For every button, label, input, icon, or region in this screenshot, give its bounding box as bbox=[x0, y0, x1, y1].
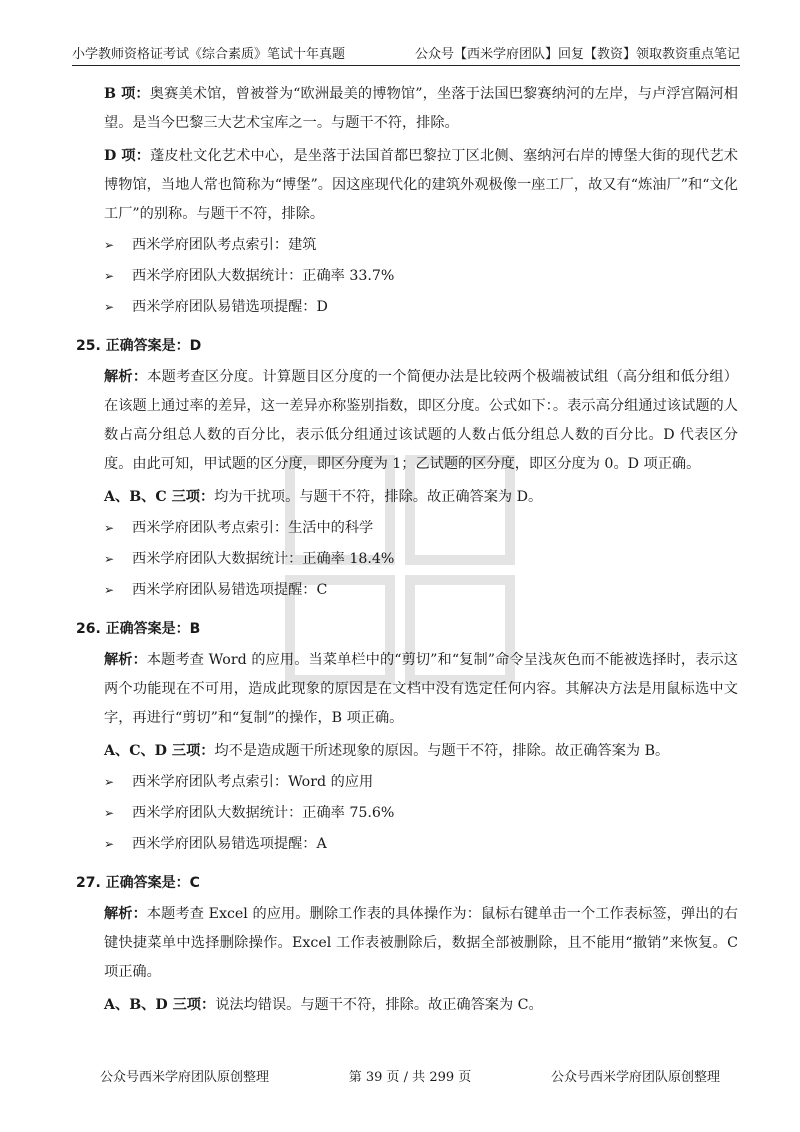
q25-bullet-index-text: 西米学府团队考点索引：生活中的科学 bbox=[132, 520, 374, 536]
option-d-paragraph bbox=[104, 142, 738, 229]
footer-left: 公众号西米学府团队原创整理 bbox=[100, 1070, 270, 1085]
q26-bullet-stats bbox=[104, 799, 738, 828]
q25-bullet-error-text: 西米学府团队易错选项提醒：C bbox=[132, 582, 328, 598]
q24-bullet-index bbox=[104, 231, 738, 260]
q25-other-text: 均为干扰项。与题干不符，排除。故正确答案为 D。 bbox=[214, 489, 543, 505]
document-body bbox=[76, 80, 738, 1020]
q27-other-text: 说法均错误。与题干不符，排除。故正确答案为 C。 bbox=[215, 997, 543, 1013]
option-d-text: 蓬皮杜文化艺术中心，是坐落于法国首都巴黎拉丁区北侧、塞纳河右岸的博堡大街的现代艺术博物馆，当地人常也简称为“博堡”。因这座现代化的建筑外观极像一座工厂，故又有“炼油厂”和“文化工厂”的别称。与题干不符，排除。 bbox=[104, 148, 738, 222]
q26-analysis bbox=[104, 646, 738, 733]
q25-analysis-lead: 解析： bbox=[104, 369, 148, 385]
q24-bullet-index-text: 西米学府团队考点索引：建筑 bbox=[132, 237, 317, 253]
option-b-lead: B 项： bbox=[104, 86, 150, 102]
q25-other-options bbox=[104, 483, 738, 512]
q26-other-text: 均不是造成题干所述现象的原因。与题干不符，排除。故正确答案为 B。 bbox=[214, 743, 670, 759]
arrow-bullet-icon: ➢ bbox=[104, 552, 115, 566]
q25-bullet-stats-text: 西米学府团队大数据统计：正确率 18.4% bbox=[132, 551, 395, 567]
arrow-bullet-icon: ➢ bbox=[104, 521, 115, 535]
q26-answer-heading: 26. 正确答案是：B bbox=[76, 621, 201, 637]
option-b-text: 奥赛美术馆，曾被誉为“欧洲最美的博物馆”，坐落于法国巴黎赛纳河的左岸，与卢浮宫隔河相望。是当今巴黎三大艺术宝库之一。与题干不符，排除。 bbox=[104, 86, 738, 131]
arrow-bullet-icon: ➢ bbox=[104, 238, 115, 252]
q27-other-lead: A、B、D 三项： bbox=[104, 997, 216, 1013]
arrow-bullet-icon: ➢ bbox=[104, 775, 115, 789]
option-b-paragraph bbox=[104, 80, 738, 138]
arrow-bullet-icon: ➢ bbox=[104, 837, 115, 851]
page-number: 第 39 页 / 共 299 页 bbox=[348, 1070, 472, 1085]
page-footer bbox=[100, 1066, 720, 1085]
q26-bullet-error-text: 西米学府团队易错选项提醒：A bbox=[132, 836, 327, 852]
header-left-title: 小学教师资格证考试《综合素质》笔试十年真题 bbox=[72, 47, 346, 62]
q26-bullet-stats-text: 西米学府团队大数据统计：正确率 75.6% bbox=[132, 805, 395, 821]
footer-right: 公众号西米学府团队原创整理 bbox=[550, 1070, 720, 1085]
q24-bullet-stats-text: 西米学府团队大数据统计：正确率 33.7% bbox=[132, 268, 395, 284]
q26-bullet-index bbox=[104, 768, 738, 797]
q25-analysis-text: 本题考查区分度。计算题目区分度的一个简便办法是比较两个极端被试组（高分组和低分组）在该题上通过率的差异，这一差异亦称鉴别指数，即区分度。公式如下：。表示高分组通过该试题的人数占高分组总人数的百分比，表示低分组通过该试题的人数占低分组总人数的百分比。D 代表区分度。由此可知，甲试题的区分度，即区分度为 1；乙试题的区分度，即区分度为 0。D 项正确。 bbox=[104, 369, 738, 472]
header-right-note: 公众号【西米学府团队】回复【教资】领取教资重点笔记 bbox=[414, 47, 740, 62]
option-d-lead: D 项： bbox=[104, 148, 151, 164]
q25-bullet-stats bbox=[104, 545, 738, 574]
q27-other-options bbox=[104, 991, 738, 1020]
arrow-bullet-icon: ➢ bbox=[104, 300, 115, 314]
q27-analysis bbox=[104, 900, 738, 987]
q27-analysis-lead: 解析： bbox=[104, 906, 147, 922]
q26-analysis-lead: 解析： bbox=[104, 652, 147, 668]
page-header bbox=[72, 38, 740, 66]
q26-other-lead: A、C、D 三项： bbox=[104, 743, 215, 759]
q25-bullet-index bbox=[104, 514, 738, 543]
q24-bullet-stats bbox=[104, 262, 738, 291]
q26-bullet-error bbox=[104, 830, 738, 859]
q25-bullet-error bbox=[104, 576, 738, 605]
arrow-bullet-icon: ➢ bbox=[104, 269, 115, 283]
arrow-bullet-icon: ➢ bbox=[104, 583, 115, 597]
q26-analysis-text: 本题考查 Word 的应用。当菜单栏中的“剪切”和“复制”命令呈浅灰色而不能被选择时，表示这两个功能现在不可用，造成此现象的原因是在文档中没有选定任何内容。其解决方法是用鼠标选中文字，再进行“剪切”和“复制”的操作，B 项正确。 bbox=[104, 652, 738, 726]
q26-other-options bbox=[104, 737, 738, 766]
q25-other-lead: A、B、C 三项： bbox=[104, 489, 215, 505]
q26-bullet-index-text: 西米学府团队考点索引：Word 的应用 bbox=[132, 774, 374, 790]
q25-answer-heading: 25. 正确答案是：D bbox=[76, 338, 202, 354]
arrow-bullet-icon: ➢ bbox=[104, 806, 115, 820]
q25-analysis bbox=[104, 363, 738, 479]
q27-analysis-text: 本题考查 Excel 的应用。删除工作表的具体操作为：鼠标右键单击一个工作表标签，弹出的右键快捷菜单中选择删除操作。Excel 工作表被删除后，数据全部被删除，且不能用“撤销”来恢复。C 项正确。 bbox=[104, 906, 738, 980]
q27-answer-heading: 27. 正确答案是：C bbox=[76, 875, 200, 891]
q24-bullet-error bbox=[104, 293, 738, 322]
q24-bullet-error-text: 西米学府团队易错选项提醒：D bbox=[132, 299, 328, 315]
